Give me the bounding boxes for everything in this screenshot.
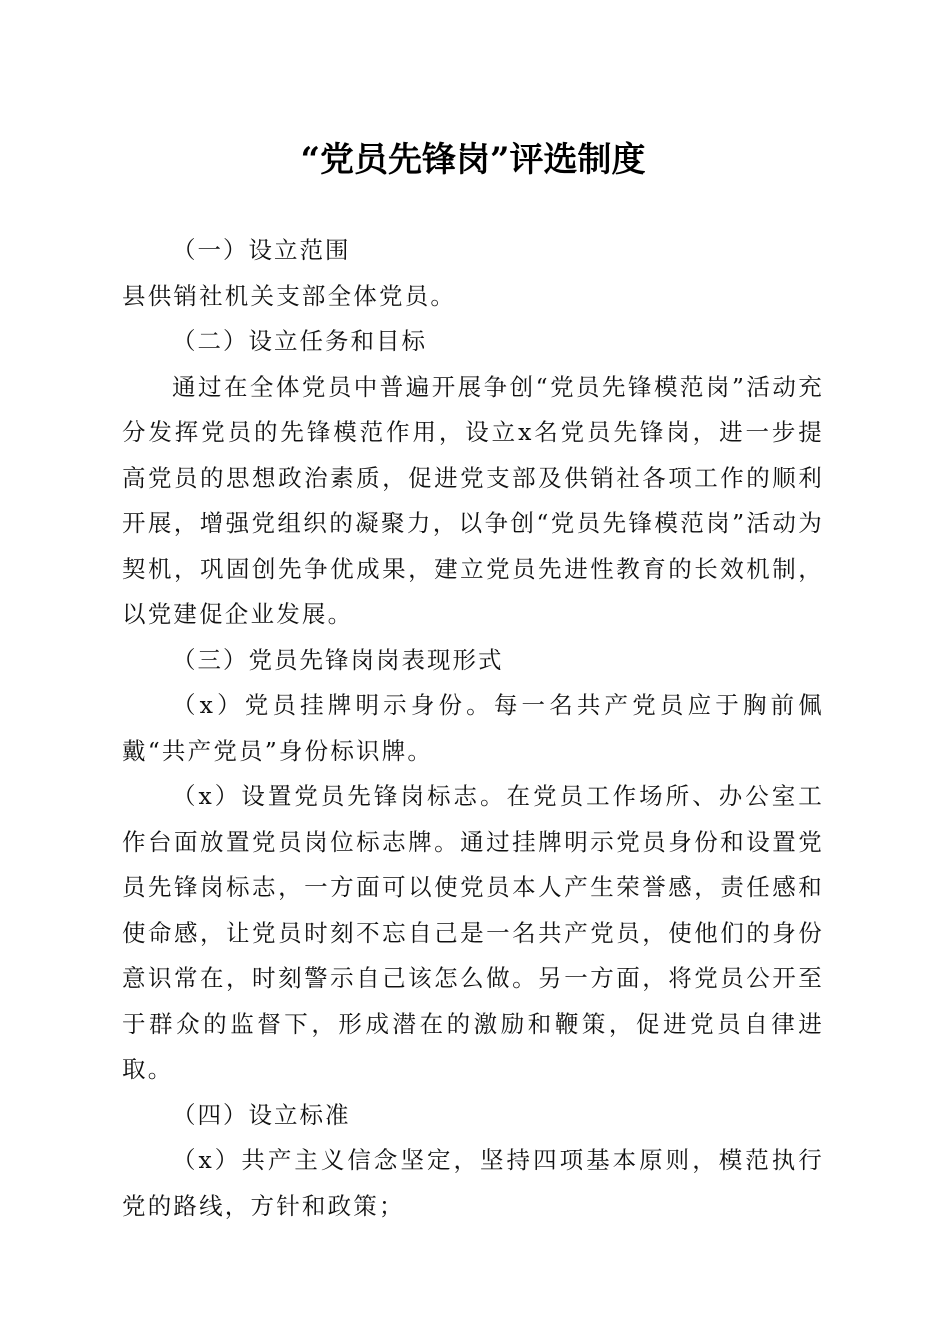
section-heading: （二）设立任务和目标 <box>172 327 427 355</box>
document-title: “党员先锋岗”评选制度 <box>300 140 646 180</box>
section-heading: （一）设立范围 <box>172 236 351 264</box>
section-scope <box>122 228 824 319</box>
section-paragraph: （x）共产主义信念坚定，坚持四项基本原则，模范执行党的路线，方针和政策； <box>122 1146 824 1220</box>
section-standards <box>122 1093 824 1230</box>
section-paragraph: 县供销社机关支部全体党员。 <box>122 281 457 310</box>
section-paragraph: （x）党员挂牌明示身份。每一名共产党员应于胸前佩戴“共产党员”身份标识牌。 <box>122 691 824 765</box>
section-paragraph: （x）设置党员先锋岗标志。在党员工作场所、办公室工作台面放置党员岗位标志牌。通过挂牌明示党员身份和设置党员先锋岗标志，一方面可以使党员本人产生荣誉感，责任感和使命感，让党员时刻不忘自己是一名共产党员，使他们的身份意识常在，时刻警示自己该怎么做。另一方面，将党员公开至于群众的监督下，形成潜在的激励和鞭策，促进党员自律进取。 <box>122 782 824 1083</box>
section-heading: （三）党员先锋岗岗表现形式 <box>172 645 504 674</box>
section-heading: （四）设立标准 <box>172 1100 351 1129</box>
section-forms <box>122 638 824 1093</box>
section-paragraph: 通过在全体党员中普遍开展争创“党员先锋模范岗”活动充分发挥党员的先锋模范作用，设立x名党员先锋岗，进一步提高党员的思想政治素质，促进党支部及供销社各项工作的顺利开展，增强党组织的凝聚力，以争创“党员先锋模范岗”活动为契机，巩固创先争优成果，建立党员先进性教育的长效机制，以党建促企业发展。 <box>122 372 824 628</box>
document-body <box>122 228 824 1229</box>
section-tasks-goals <box>122 319 824 638</box>
